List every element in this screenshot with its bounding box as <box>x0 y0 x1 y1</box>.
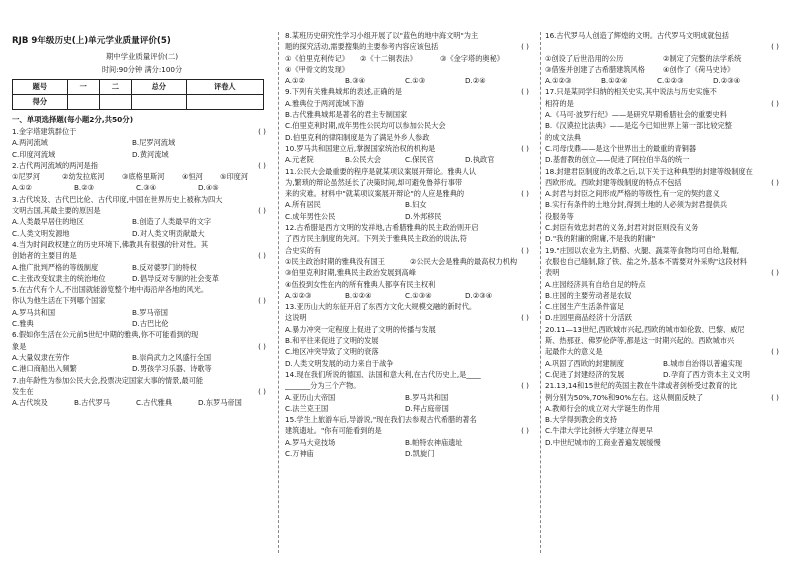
choice: D.②③④ <box>713 76 741 86</box>
option: C.保民官 <box>405 155 434 165</box>
question-stem: 表明 <box>545 268 560 278</box>
answer-blank: ( ) <box>771 42 779 52</box>
option: C.伯里克利时期,成年男性公民均可以参加公民大会 <box>285 121 446 131</box>
question-stem: 20.11—13世纪,西欧城市兴起,西欧的城市如伦敦、巴黎、威尼 <box>545 324 745 334</box>
option: B.反对婆罗门的特权 <box>132 262 197 272</box>
option: ④伍投到女性在内的所有雅典人都享有民主权利 <box>285 279 436 289</box>
question-7 <box>12 375 272 409</box>
option: A.庄园经济具有自给自足的特点 <box>545 279 646 289</box>
question-stem: 21.13,14和15世纪的英国主教在牛津或者剑桥受过教育的比 <box>545 381 738 391</box>
score-cell <box>186 95 263 110</box>
option: B.罗马帝国 <box>132 307 168 317</box>
question-15 <box>285 414 535 459</box>
question-stem: 了西方民主制度的先河。下列关于雅典民主政治的说法,符 <box>285 234 467 244</box>
question-19 <box>545 245 785 324</box>
question-stem: 象是 <box>12 341 27 351</box>
option: D.人类文明发展的动力来自于战争 <box>285 358 394 368</box>
option: C.法兰克王国 <box>285 403 329 413</box>
option: C.成年男性公民 <box>285 211 336 221</box>
option: B.庄园的主要劳动者是农奴 <box>545 290 632 300</box>
question-17 <box>545 86 785 165</box>
question-5 <box>12 284 272 329</box>
exam-subtitle: 期中学业质量评价(二) <box>105 52 179 61</box>
option: C.促进了封建经济的发展 <box>545 369 625 379</box>
option: C.港口商船出入频繁 <box>12 364 77 374</box>
answer-blank: ( ) <box>258 127 266 136</box>
question-stem: 9.下列有关雅典城邦的表述,正确的是 <box>285 87 402 97</box>
option: C.牛津大学比剑桥大学建立得更早 <box>545 426 653 436</box>
answer-blank: ( ) <box>521 143 529 153</box>
question-stem: 12.古希腊是西方文明的发祥地,古希腊雅典的民主政治则开启 <box>285 223 479 233</box>
question-14 <box>285 369 535 414</box>
answer-blank: ( ) <box>521 313 529 323</box>
option: ③伯里克利时期,雅典民主政治发展到高峰 <box>285 268 416 278</box>
option: C.庄园生产生活条件富足 <box>545 302 625 312</box>
option: D.古巴比伦 <box>132 319 169 329</box>
score-header-cell: 题号 <box>13 80 68 95</box>
option: C.古代雅典 <box>136 398 173 408</box>
question-3 <box>12 194 272 239</box>
question-stem: 衣服也自己缝制,除了铁、盐之外,基本不需要对外采购"这段材料 <box>545 256 747 266</box>
answer-blank: ( ) <box>258 251 266 261</box>
question-stem: 西欧形成。西欧封建等级制度的特点不包括 <box>545 177 682 187</box>
option: ②公民大会是雅典的最高权力机构 <box>410 256 518 266</box>
question-stem: 13.亚历山大的东征开启了东西方文化大规模交融的新时代。 <box>285 302 477 312</box>
option: D."我的附庸的附庸,不是我的附庸" <box>545 234 656 244</box>
question-stem: 8.某班历史研究性学习小组开展了以"蓝色的地中海文明"为主 <box>285 31 479 40</box>
question-stem: 6.假如你生活在公元前5世纪中期的雅典,你不可能看到的现 <box>12 330 199 340</box>
option: ①《伯里克利传记》 <box>285 53 349 63</box>
option: A.封君与封臣之间形成严格的等级性,有一定的契约意义 <box>545 189 720 199</box>
choice: B.③④ <box>345 76 366 86</box>
option: ④创作了《荷马史诗》 <box>663 64 735 74</box>
option: C.雅典 <box>12 319 34 329</box>
question-stem: 2.古代两河流域的两河是指 <box>12 160 98 170</box>
answer-blank: ( ) <box>521 42 529 52</box>
option: ③借鉴并创建了古希腊建筑风格 <box>545 64 645 74</box>
question-stem: 起最作大的意义是 <box>545 347 603 357</box>
option: D.执政官 <box>465 155 495 165</box>
choice: C.①③④ <box>405 290 432 300</box>
question-13 <box>285 301 535 369</box>
score-row-label: 得分 <box>13 95 68 110</box>
question-stem: 你认为他生活在下列哪个国家 <box>12 296 106 306</box>
question-6 <box>12 329 272 374</box>
question-stem: 11.公民大会最重要的程序是就某项议案展开辩论。雅典人认 <box>285 166 477 176</box>
answer-blank: ( ) <box>521 189 529 199</box>
option: B.古代雅典城邦是著名的君主专制国家 <box>285 110 408 120</box>
answer-blank: ( ) <box>771 268 779 278</box>
option: ①创设了后世沿用的公历 <box>545 53 624 63</box>
option: B.创造了人类最早的文字 <box>132 217 212 227</box>
question-11 <box>285 166 535 222</box>
option: B.帕特农神庙遗址 <box>405 437 463 447</box>
option: D.黄河流域 <box>132 149 169 159</box>
option: C.万神庙 <box>285 448 314 458</box>
option: B.妇女 <box>405 200 427 210</box>
question-stem: 19."庄园以农业为主,奶酪、火腿、蔬菜等食物均可自给,鞋帽, <box>545 245 740 255</box>
option: A.人类最早居住的地区 <box>12 217 84 227</box>
question-stem: 建筑遗址。"你有可能看到的是 <box>285 426 382 436</box>
question-stem: 7.由年龄性为参加公民大会,投票决定国家大事的情景,最可能 <box>12 375 204 385</box>
option: ⑤印度河 <box>220 172 249 182</box>
option: D.外邦移民 <box>405 211 442 221</box>
question-stem: 发生在 <box>12 386 34 396</box>
choice: C.①③ <box>405 76 426 86</box>
score-table <box>12 79 264 110</box>
choice: D.④⑤ <box>198 183 219 193</box>
option: D.伯里克利的律阳制度是为了满足外乡人参政 <box>285 132 430 142</box>
question-stem: 创始者的主要目的是 <box>12 251 77 261</box>
column-divider <box>278 32 279 553</box>
answer-blank: ( ) <box>258 206 266 216</box>
answer-blank: ( ) <box>258 160 266 170</box>
option: C.印度河流域 <box>12 149 56 159</box>
option: ③《金字塔的奥秘》 <box>440 53 504 63</box>
option: B.和平往来促进了文明的发展 <box>285 336 379 346</box>
question-12 <box>285 222 535 301</box>
answer-blank: ( ) <box>771 347 779 357</box>
question-stem: 合史实的有 <box>285 245 321 255</box>
option: A.暴力冲突一定程度上促进了文明的传播与发展 <box>285 324 436 334</box>
question-stem: 3.古代埃及、古代巴比伦、古代印度,中国在世界历史上被称为四大 <box>12 194 223 204</box>
option: D.基督教的创立——促进了阿拉伯半岛的统一 <box>545 155 690 165</box>
section-heading: 一、单项选择题(每小题2分,共50分) <box>12 115 134 124</box>
question-8 <box>285 30 535 86</box>
question-stem: 来的灾难。材料中"就某项议案展开辩论"的人应是雅典的 <box>285 189 465 199</box>
option: 役服务等 <box>545 211 574 221</box>
answer-blank: ( ) <box>521 87 529 97</box>
score-header-cell: 评卷人 <box>186 80 263 95</box>
answer-blank: ( ) <box>521 426 529 436</box>
option: A.大量奴隶在劳作 <box>12 352 70 362</box>
question-stem: 为,繁琐的辩论虽然延长了决策时间,却可避免鲁莽行事带 <box>285 177 463 187</box>
score-header-cell: 总分 <box>131 80 186 95</box>
column-left <box>12 30 272 556</box>
answer-blank: ( ) <box>521 381 529 391</box>
question-2 <box>12 160 272 194</box>
question-stem: 18.封建君臣制度的改革之后,以下关于这种典型的封建等级制度在 <box>545 166 753 176</box>
question-9 <box>285 86 535 142</box>
question-stem: 5.在古代有个人,不出国就能游览整个地中海沿岸各地的风光。 <box>12 285 209 295</box>
option: A.元老院 <box>285 155 314 165</box>
exam-title: RJB 9年级历史(上)单元学业质量评价(5) <box>12 36 171 46</box>
score-header-cell: 一 <box>67 80 99 95</box>
option: C.司母戊鼎——是这个世界出土的最重的青铜器 <box>545 143 697 153</box>
question-20 <box>545 324 785 380</box>
answer-blank: ( ) <box>771 98 779 108</box>
option: B.实行有条件的土地分封,得到土地的人必须为封君提供兵 <box>545 200 728 210</box>
option: ②《十二铜表法》 <box>360 53 417 63</box>
choice: A.①② <box>285 76 305 86</box>
option: B.古代罗马 <box>74 398 110 408</box>
answer-blank: ( ) <box>258 341 266 351</box>
question-stem: 1.金字塔建筑群位于 <box>12 127 77 136</box>
option: ①尼罗河 <box>12 172 41 182</box>
option: D.倡导反对专制的社会变革 <box>132 273 219 283</box>
option: ②幼发拉底河 <box>62 172 105 182</box>
option: A.罗马共和国 <box>12 307 56 317</box>
option: ①民主政治时期的雅典没有国王 <box>285 256 385 266</box>
answer-blank: ( ) <box>771 177 779 187</box>
option: B.公民大会 <box>345 155 381 165</box>
option: B.崇尚武力之风盛行全国 <box>132 352 212 362</box>
option: ④恒河 <box>182 172 203 182</box>
question-stem: 15.学生上旅游车后,导游说,"现在我们去参观古代希腊的著名 <box>285 415 477 425</box>
option: C.主张改变奴隶主的统治地位 <box>12 273 106 283</box>
option: A.雅典位于两河流域下游 <box>285 98 364 108</box>
question-stem: 14.现在我们所说的德国、法国和意大利,在古代历史上,是____ <box>285 369 481 379</box>
question-stem: 文明古国,其最主要的原因是 <box>12 206 101 216</box>
option: A.亚历山大帝国 <box>285 392 336 402</box>
question-stem: 这说明 <box>285 313 307 323</box>
option: D.中世纪城市的工商业普遍发展缓慢 <box>545 437 661 447</box>
exam-meta: 时间:90分钟 满分:100分 <box>101 65 183 74</box>
option: ④《甲骨文的发现》 <box>285 64 349 74</box>
question-stem: 例分别为50%,70%和90%左右。这从侧面反映了 <box>545 392 704 402</box>
option: B.尼罗河流域 <box>132 138 176 148</box>
choice: D.②④ <box>465 76 486 86</box>
question-stem: 16.古代罗马人创造了辉煌的文明。古代罗马文明成就包括 <box>545 31 729 40</box>
column-middle <box>285 30 535 556</box>
column-divider <box>540 32 541 553</box>
option: A.两河流域 <box>12 138 48 148</box>
answer-blank: ( ) <box>521 245 529 255</box>
option: ③底格里斯河 <box>122 172 165 182</box>
option: C.人类文明发源地 <box>12 228 70 238</box>
option: B.《汉谟拉比法典》——是迄今已知世界上第一部比较完整 <box>545 121 732 131</box>
question-18 <box>545 166 785 245</box>
option: A.罗马大竞技场 <box>285 437 336 447</box>
question-stem: 4.当为时间政权建立的历史环境下,佛教具有很强的针对性。其 <box>12 239 209 249</box>
option: 的成文法典 <box>545 132 581 142</box>
answer-blank: ( ) <box>258 296 266 306</box>
score-cell <box>99 95 131 110</box>
option: A.推广批判严格的等级制度 <box>12 262 99 272</box>
option: D.东罗马帝国 <box>198 398 242 408</box>
column-right <box>545 30 785 556</box>
option: A.《马可·波罗行纪》——是研究早期希腊社会的重要史料 <box>545 110 727 120</box>
option: C.封臣有效忠封君的义务,封君对封臣则没有义务 <box>545 223 699 233</box>
choice: C.①②③ <box>657 76 684 86</box>
choice: C.③④ <box>136 183 157 193</box>
question-4 <box>12 239 272 284</box>
question-stem: 题的探究活动,需要搜集的主要参考内容应该包括 <box>285 42 439 52</box>
option: D.男孩学习乐器、诗歌等 <box>132 364 212 374</box>
question-stem: 斯、热那亚、佛罗伦萨等,都是这一时期兴起的。西欧城市兴 <box>545 336 735 346</box>
score-cell <box>67 95 99 110</box>
choice: B.②③ <box>74 183 95 193</box>
question-stem: 相符的是 <box>545 98 574 108</box>
option: B.罗马共和国 <box>405 392 449 402</box>
option: A.教师行会的成立对大学诞生的作用 <box>545 403 660 413</box>
question-1 <box>12 126 272 160</box>
choice: A.①②③ <box>545 76 572 86</box>
option: D.孕育了西方资本主义文明 <box>663 369 750 379</box>
option: A.巩固了西欧的封建制度 <box>545 358 624 368</box>
question-10 <box>285 143 535 166</box>
choice: A.①②③ <box>285 290 312 300</box>
option: B.大学得到教会的支持 <box>545 415 617 425</box>
choice: B.①②④ <box>601 76 628 86</box>
option: A.所有居民 <box>285 200 321 210</box>
option: C.地区冲突导致了文明的衰落 <box>285 347 379 357</box>
option: D.拜占庭帝国 <box>405 403 449 413</box>
answer-blank: ( ) <box>258 386 266 396</box>
score-cell <box>131 95 186 110</box>
choice: B.①②④ <box>345 290 372 300</box>
choice: D.②③④ <box>465 290 493 300</box>
option: A.古代埃及 <box>12 398 48 408</box>
score-header-cell: 二 <box>99 80 131 95</box>
option: D.对人类文明贡献最大 <box>132 228 205 238</box>
option: D.凯旋门 <box>405 448 435 458</box>
choice: A.①② <box>12 183 32 193</box>
answer-blank: ( ) <box>771 392 779 402</box>
question-16 <box>545 30 785 86</box>
option: ②制定了完整的法学系统 <box>663 53 742 63</box>
question-stem: 10.罗马共和国建立后,掌握国家统治权的机构是 <box>285 143 436 153</box>
question-stem: 17.只是某同学归纳的相关史实,其中说法与历史实施不 <box>545 87 717 97</box>
question-21 <box>545 380 785 448</box>
question-stem: _______分为三个产物。 <box>285 381 361 391</box>
option: D.庄园里商品经济十分活跃 <box>545 313 632 323</box>
option: B.城市自治得以普遍实现 <box>663 358 743 368</box>
